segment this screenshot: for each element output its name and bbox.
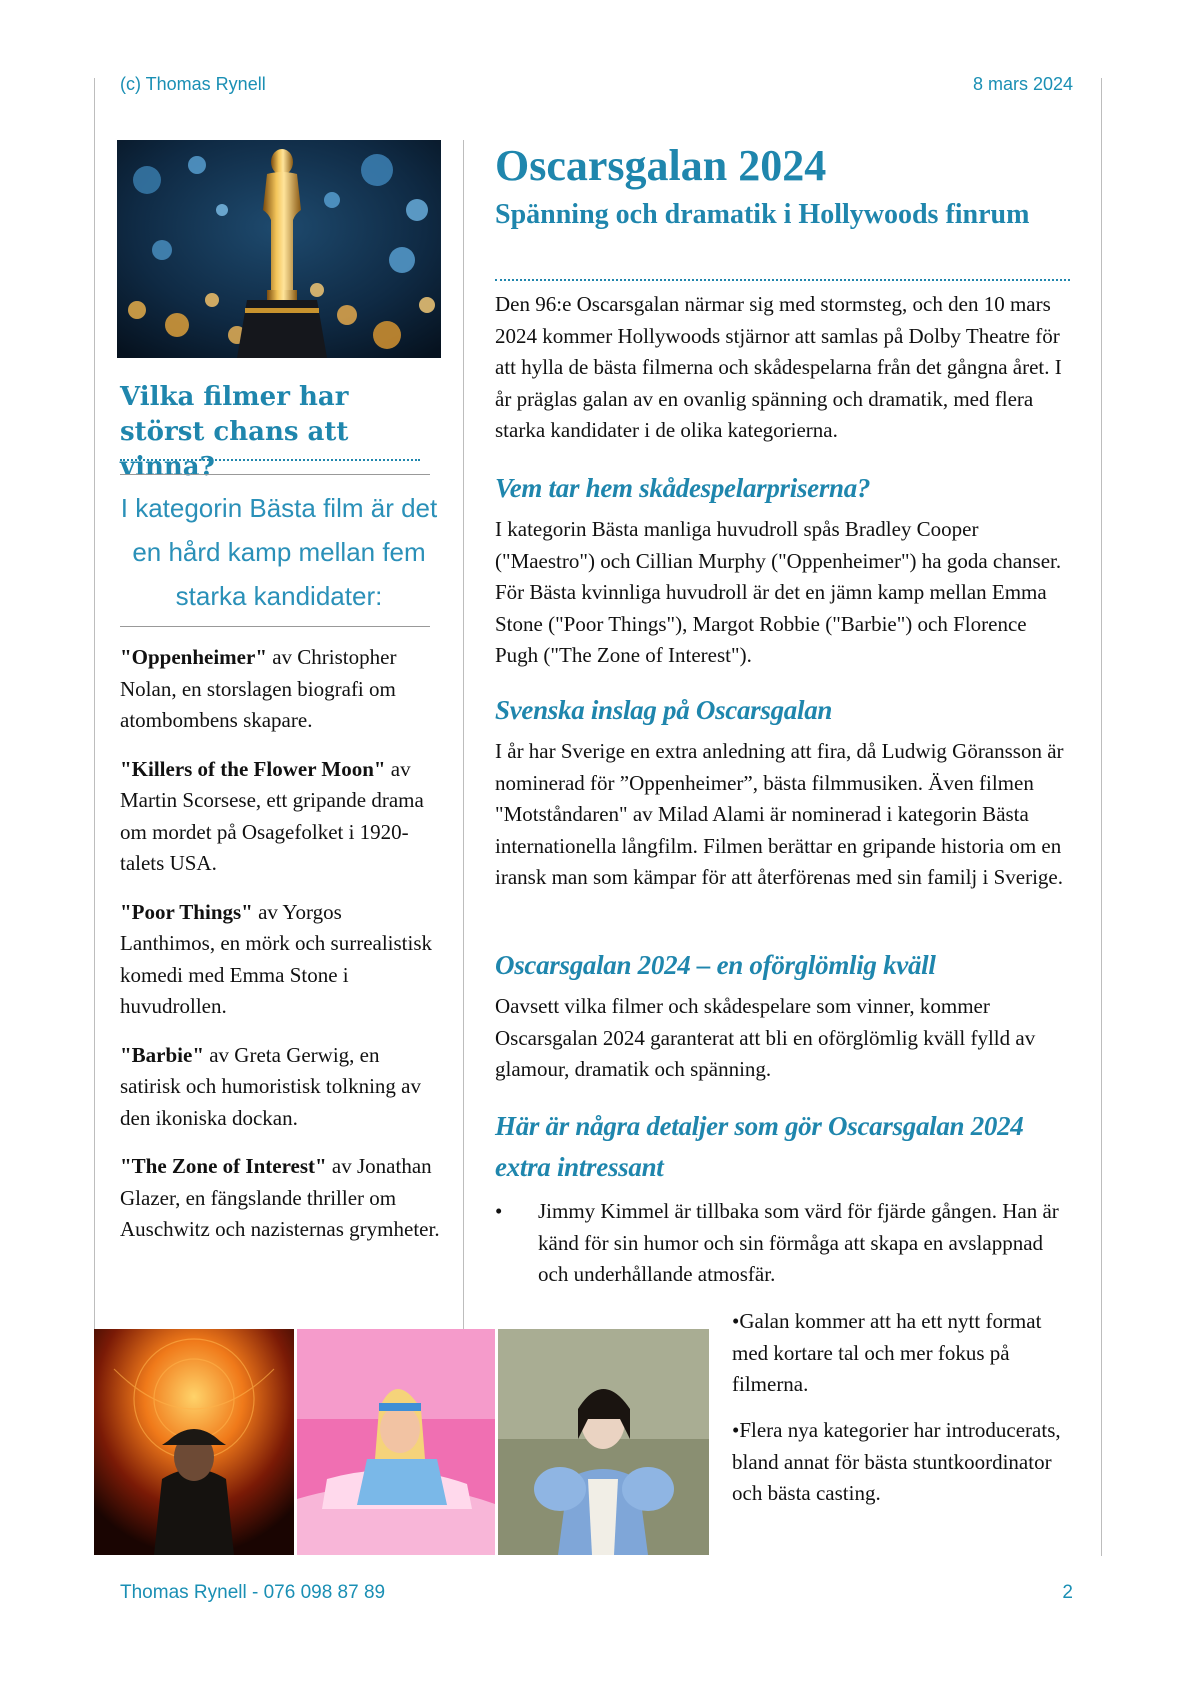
bullet-item [495, 1196, 1075, 1291]
section-body: Oavsett vilka filmer och skådespelare som vinner, kommer Oscarsgalan 2024 garanterat att bli en oförglömlig kväll fylld av glamour, dramatik och spänning. [495, 994, 1036, 1081]
film-title: "Poor Things" [120, 899, 253, 924]
barbie-still-image [297, 1329, 495, 1555]
pullquote-top-rule [120, 474, 430, 475]
article-intro: Den 96:e Oscarsgalan närmar sig med stormsteg, och den 10 mars 2024 kommer Hollywoods stjärnor att samlas på Dolby Theatre för att hylla de bästa filmerna och skådespelarna från det gångna året. I år präglas galan av en ovanlig spänning och dramatik, med flera starka kandidater i de olika kategorierna. [495, 292, 1062, 442]
section-heading: Vem tar hem skådespelarpriserna? [495, 473, 871, 503]
film-entry [120, 642, 440, 737]
section-heading: Oscarsgalan 2024 – en oförglömlig kväll [495, 950, 936, 980]
article-title-dotted-rule [495, 279, 1070, 281]
footer-contact: Thomas Rynell - 076 098 87 89 [120, 1582, 386, 1603]
right-margin-rule [1101, 78, 1102, 1556]
film-list [120, 642, 440, 1263]
oppenheimer-poster-image [94, 1329, 294, 1555]
film-title: "Barbie" [120, 1042, 204, 1067]
bullet-marker: • [495, 1199, 503, 1223]
sidebar-pullquote: I kategorin Bästa film är det en hård kamp mellan fem starka kandidater: [120, 493, 438, 611]
film-title: "Oppenheimer" [120, 645, 267, 669]
poor-things-still-image [498, 1329, 709, 1555]
film-title: "Killers of the Flower Moon" [120, 756, 386, 781]
film-entry [120, 1151, 440, 1246]
pullquote-bottom-rule [120, 626, 430, 627]
left-margin-rule [94, 78, 95, 1330]
section-heading: Här är några detaljer som gör Oscarsgalan 2024 extra intressant [495, 1111, 1024, 1182]
film-title: "The Zone of Interest" [120, 1154, 327, 1178]
sidebar-title: Vilka filmer har störst chans att vinna? [120, 382, 349, 482]
oscar-statuette-photo [117, 140, 441, 358]
film-description: av Martin Scorsese, ett gripande drama om mordet på Osagefolket i 1920-talets USA. [120, 756, 424, 875]
bullet-text: Jimmy Kimmel är tillbaka som värd för fjärde gången. Han är känd för sin humor och sin förmåga att skapa en avslappnad och underhållande atmosfär. [538, 1199, 1059, 1286]
film-description: av Christopher Nolan, en storslagen biografi om atombombens skapare. [120, 645, 397, 732]
section-body: I kategorin Bästa manliga huvudroll spås Bradley Cooper ("Maestro") och Cillian Murphy ("Oppenheimer") ha goda chanser. För Bästa kvinnliga huvudroll är det en jämn kamp mellan Emma Stone ("Poor Things"), Margot Robbie ("Barbie") och Florence Pugh ("The Zone of Interest"). [495, 517, 1062, 667]
film-entry [120, 1040, 440, 1135]
film-entry [120, 897, 440, 1023]
film-description: av Jonathan Glazer, en fängslande thriller om Auschwitz och nazisternas grymheter. [120, 1154, 440, 1241]
section-heading: Svenska inslag på Oscarsgalan [495, 695, 833, 725]
article-subtitle: Spänning och dramatik i Hollywoods finrum [495, 199, 1030, 230]
film-description: av Greta Gerwig, en satirisk och humoristisk tolkning av den ikoniska dockan. [120, 1042, 421, 1130]
film-entry [120, 754, 440, 880]
article-title: Oscarsgalan 2024 [495, 141, 827, 190]
bullet-item: •Galan kommer att ha ett nytt format med kortare tal och mer fokus på filmerna. [732, 1309, 1042, 1396]
header-date: 8 mars 2024 [972, 74, 1073, 94]
column-divider [463, 140, 464, 1330]
page-number: 2 [1062, 1582, 1073, 1603]
section-body: I år har Sverige en extra anledning att fira, då Ludwig Göransson är nominerad för ”Oppenheimer”, bästa filmmusiken. Även filmen "Motståndaren" av Milad Alami är nominerad i kategorin Bästa internationella långfilm. Filmen berättar en gripande historia om en iransk man som kämpar för att återförenas med sin familj i Sverige. [495, 739, 1064, 889]
bullet-item: •Flera nya kategorier har introducerats, bland annat för bästa stuntkoordinator och bästa casting. [732, 1418, 1061, 1505]
sidebar-title-dotted-rule [120, 459, 420, 461]
header-copyright: (c) Thomas Rynell [120, 74, 266, 94]
film-description: av Yorgos Lanthimos, en mörk och surrealistisk komedi med Emma Stone i huvudrollen. [120, 899, 433, 1018]
